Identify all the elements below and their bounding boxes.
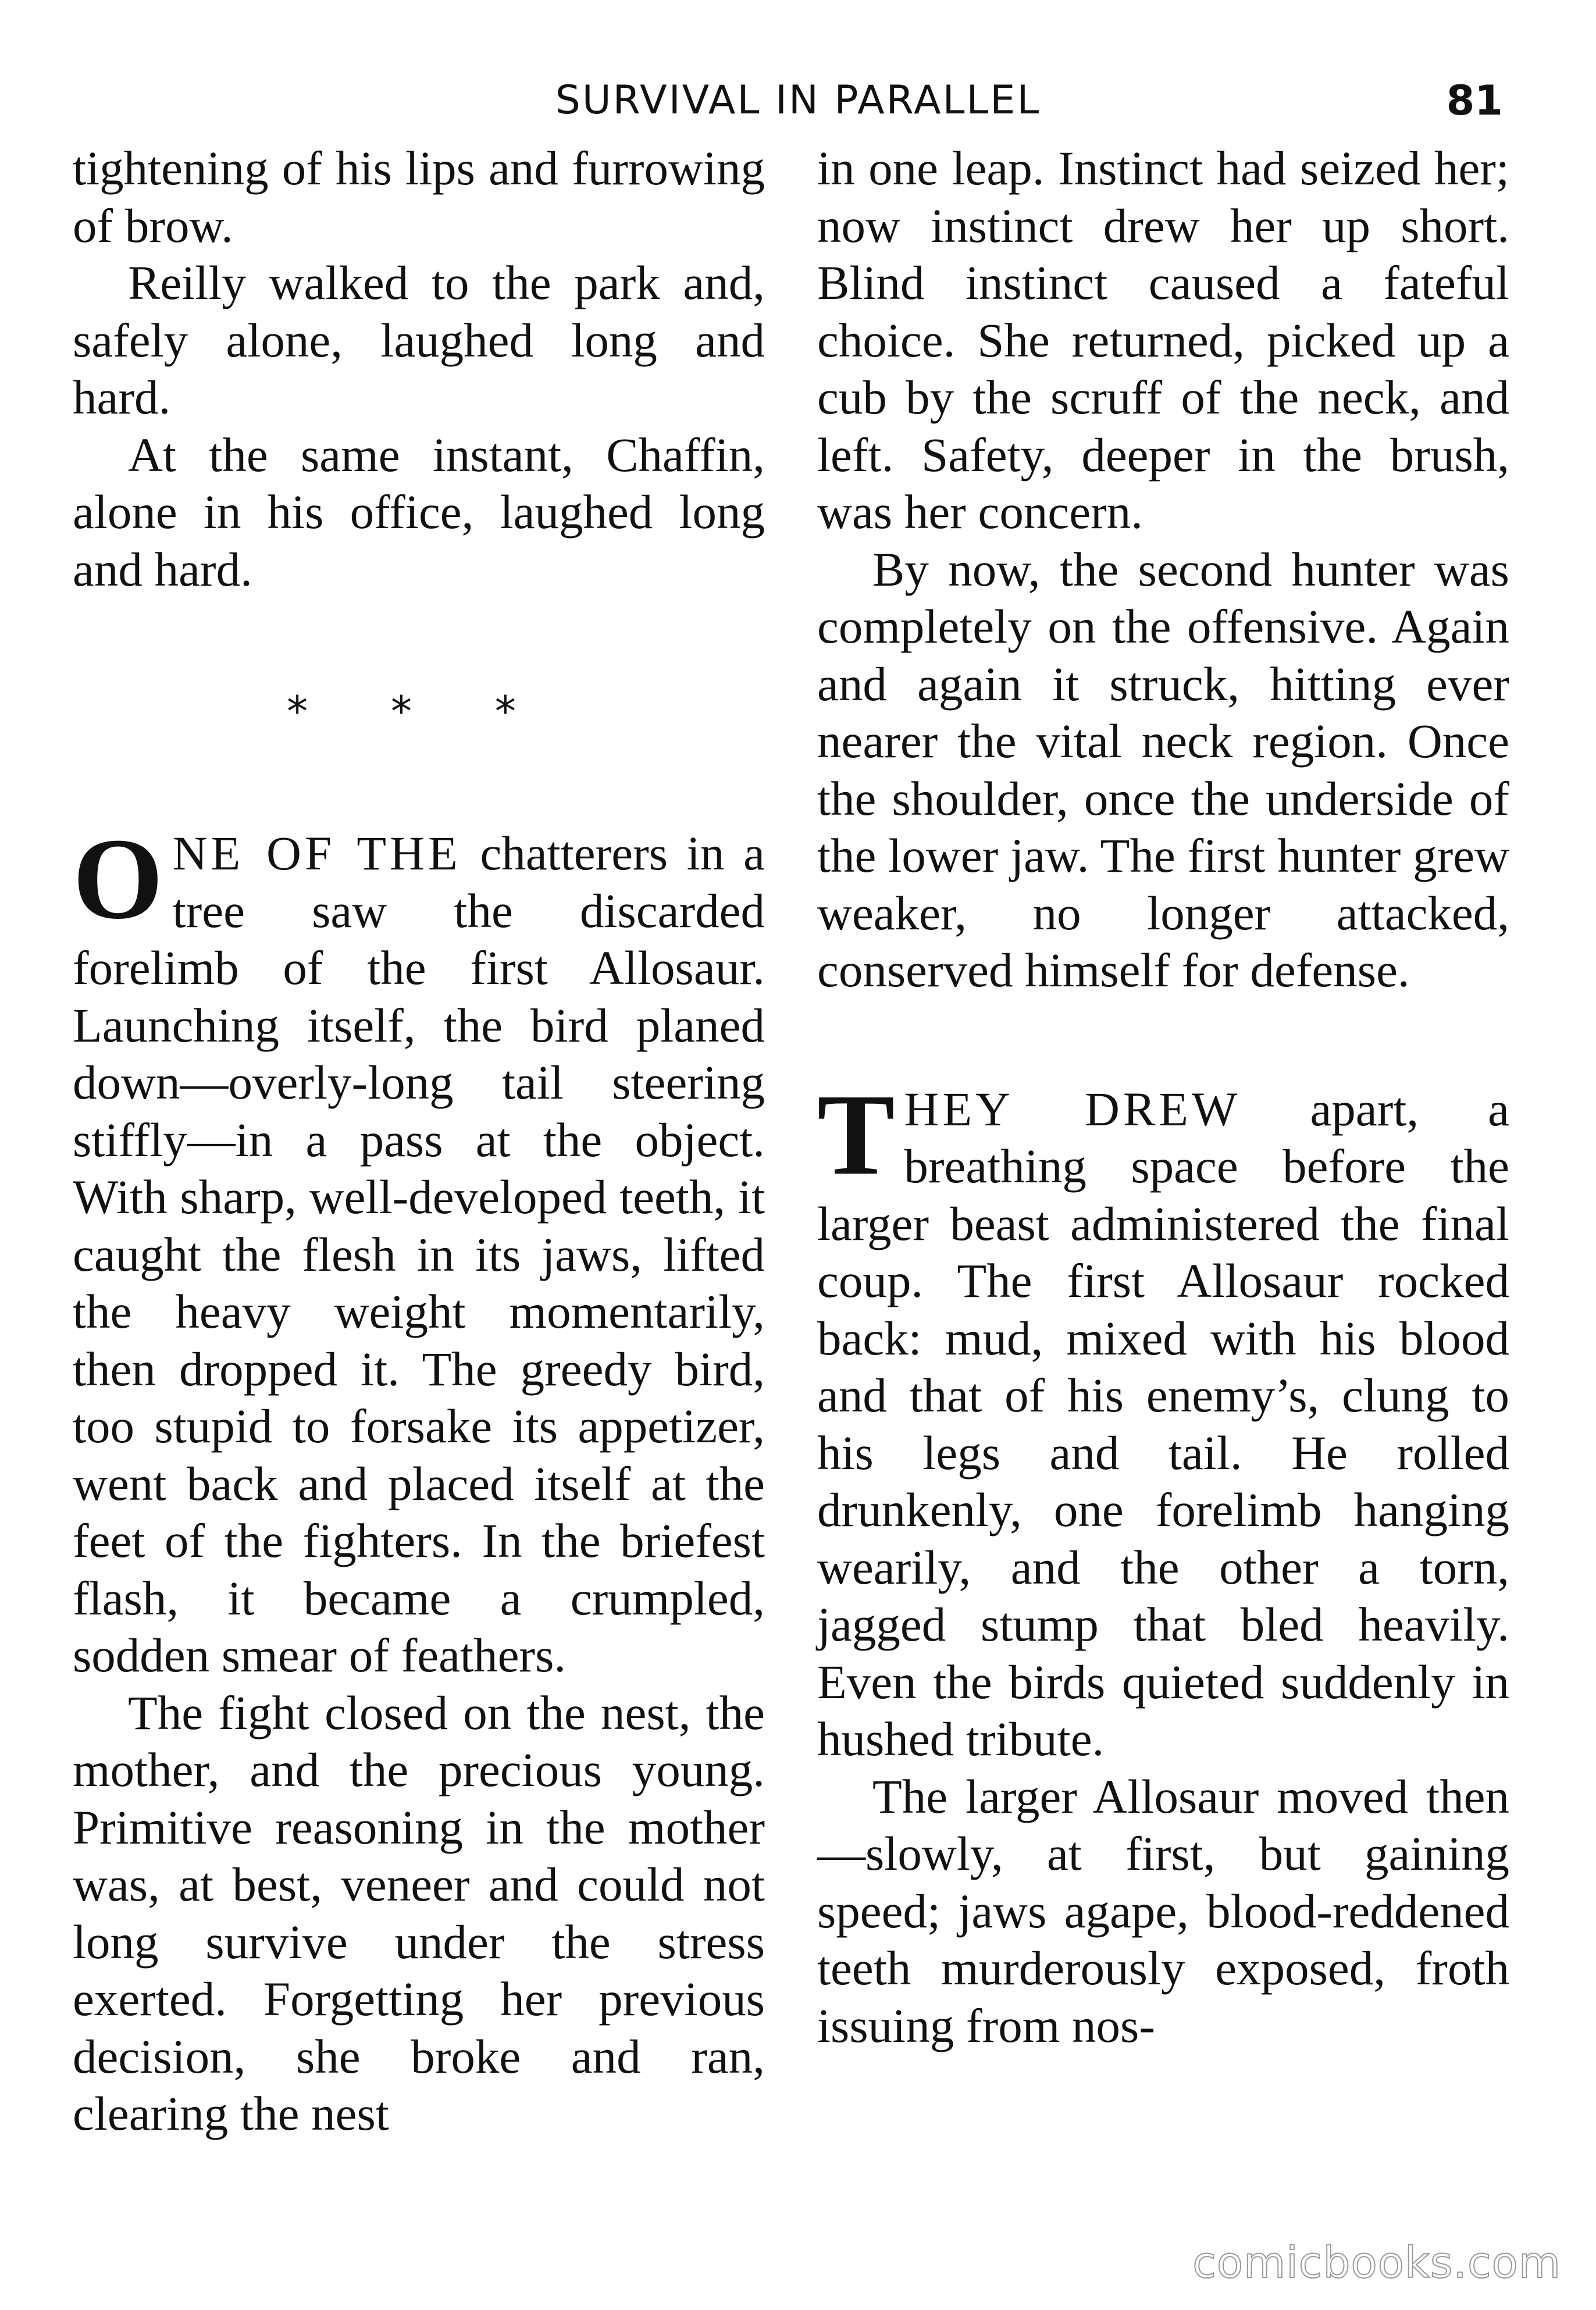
- drop-cap: T: [817, 1070, 895, 1199]
- paragraph: At the same instant, Chaffin, alone in his office, laughed long and hard.: [73, 427, 765, 596]
- lead-caps: NE OF THE: [172, 826, 461, 880]
- page-header: [0, 69, 1596, 133]
- paragraph-section-start: [73, 815, 765, 1684]
- running-head: SURVIVAL IN PARALLEL: [555, 77, 1041, 123]
- section-gap: [817, 999, 1509, 1081]
- paragraph: in one leap. Instinct had seized her; now instinct drew her up short. Blind instinct caused a fateful choice. She returned, picked up a cub by the scruff of the neck, and left. Safety, deeper in the brush, was her concern.: [817, 141, 1509, 539]
- lead-caps: HEY DREW: [904, 1082, 1241, 1136]
- page-number: 81: [1446, 77, 1503, 124]
- paragraph-section-start: [817, 1070, 1509, 1768]
- paragraph: The fight closed on the nest, the mother, and the precious young. Primitive reasoning in the mother was, at best, veneer and could not long survive under the stress exerted. Forgetting her previous decision, she broke and ran, clearing the nest: [73, 1685, 765, 2140]
- paragraph: Reilly walked to the park and, safely alone, laughed long and hard.: [73, 256, 765, 424]
- right-column: [817, 140, 1509, 2054]
- section-separator: [73, 598, 765, 825]
- paragraph: By now, the second hunter was completely on the offensive. Again and again it struck, hitting ever nearer the vital neck region. Once the shoulder, once the underside of the lower jaw. The first hunter grew weaker, no longer attacked, conserved himself for defense.: [817, 542, 1509, 997]
- watermark: comicbooks.com: [1192, 2238, 1561, 2288]
- drop-cap: O: [73, 815, 163, 943]
- paragraph: The larger Allosaur moved then—slowly, at first, but gaining speed; jaws agape, blood-reddened teeth murderously exposed, froth issuing from nos-: [817, 1769, 1509, 2052]
- paragraph-text: chatterers in a tree saw the discarded forelimb of the first Allosaur. Launching itself, the bird planed down—overly-long tail steering stiffly—in a pass at the object. With sharp, well-developed teeth, it caught the flesh in its jaws, lifted the heavy weight momentarily, then dropped it. The greedy bird, too stupid to forsake its appetizer, went back and placed itself at the feet of the fighters. In the briefest flash, it became a crumpled, sodden smear of feathers.: [73, 826, 765, 1682]
- left-column: [73, 140, 765, 2143]
- paragraph-text: apart, a breathing space before the larger beast administered the final coup. The first Allosaur rocked back: mud, mixed with his blood and that of his enemy’s, clung to his legs and tail. He rolled drunkenly, one forelimb hanging wearily, and the other a torn, jagged stump that bled heavily. Even the birds quieted suddenly in hushed tribute.: [817, 1082, 1509, 1766]
- separator-stars: * * *: [287, 687, 551, 736]
- paragraph: tightening of his lips and furrowing of brow.: [73, 141, 765, 252]
